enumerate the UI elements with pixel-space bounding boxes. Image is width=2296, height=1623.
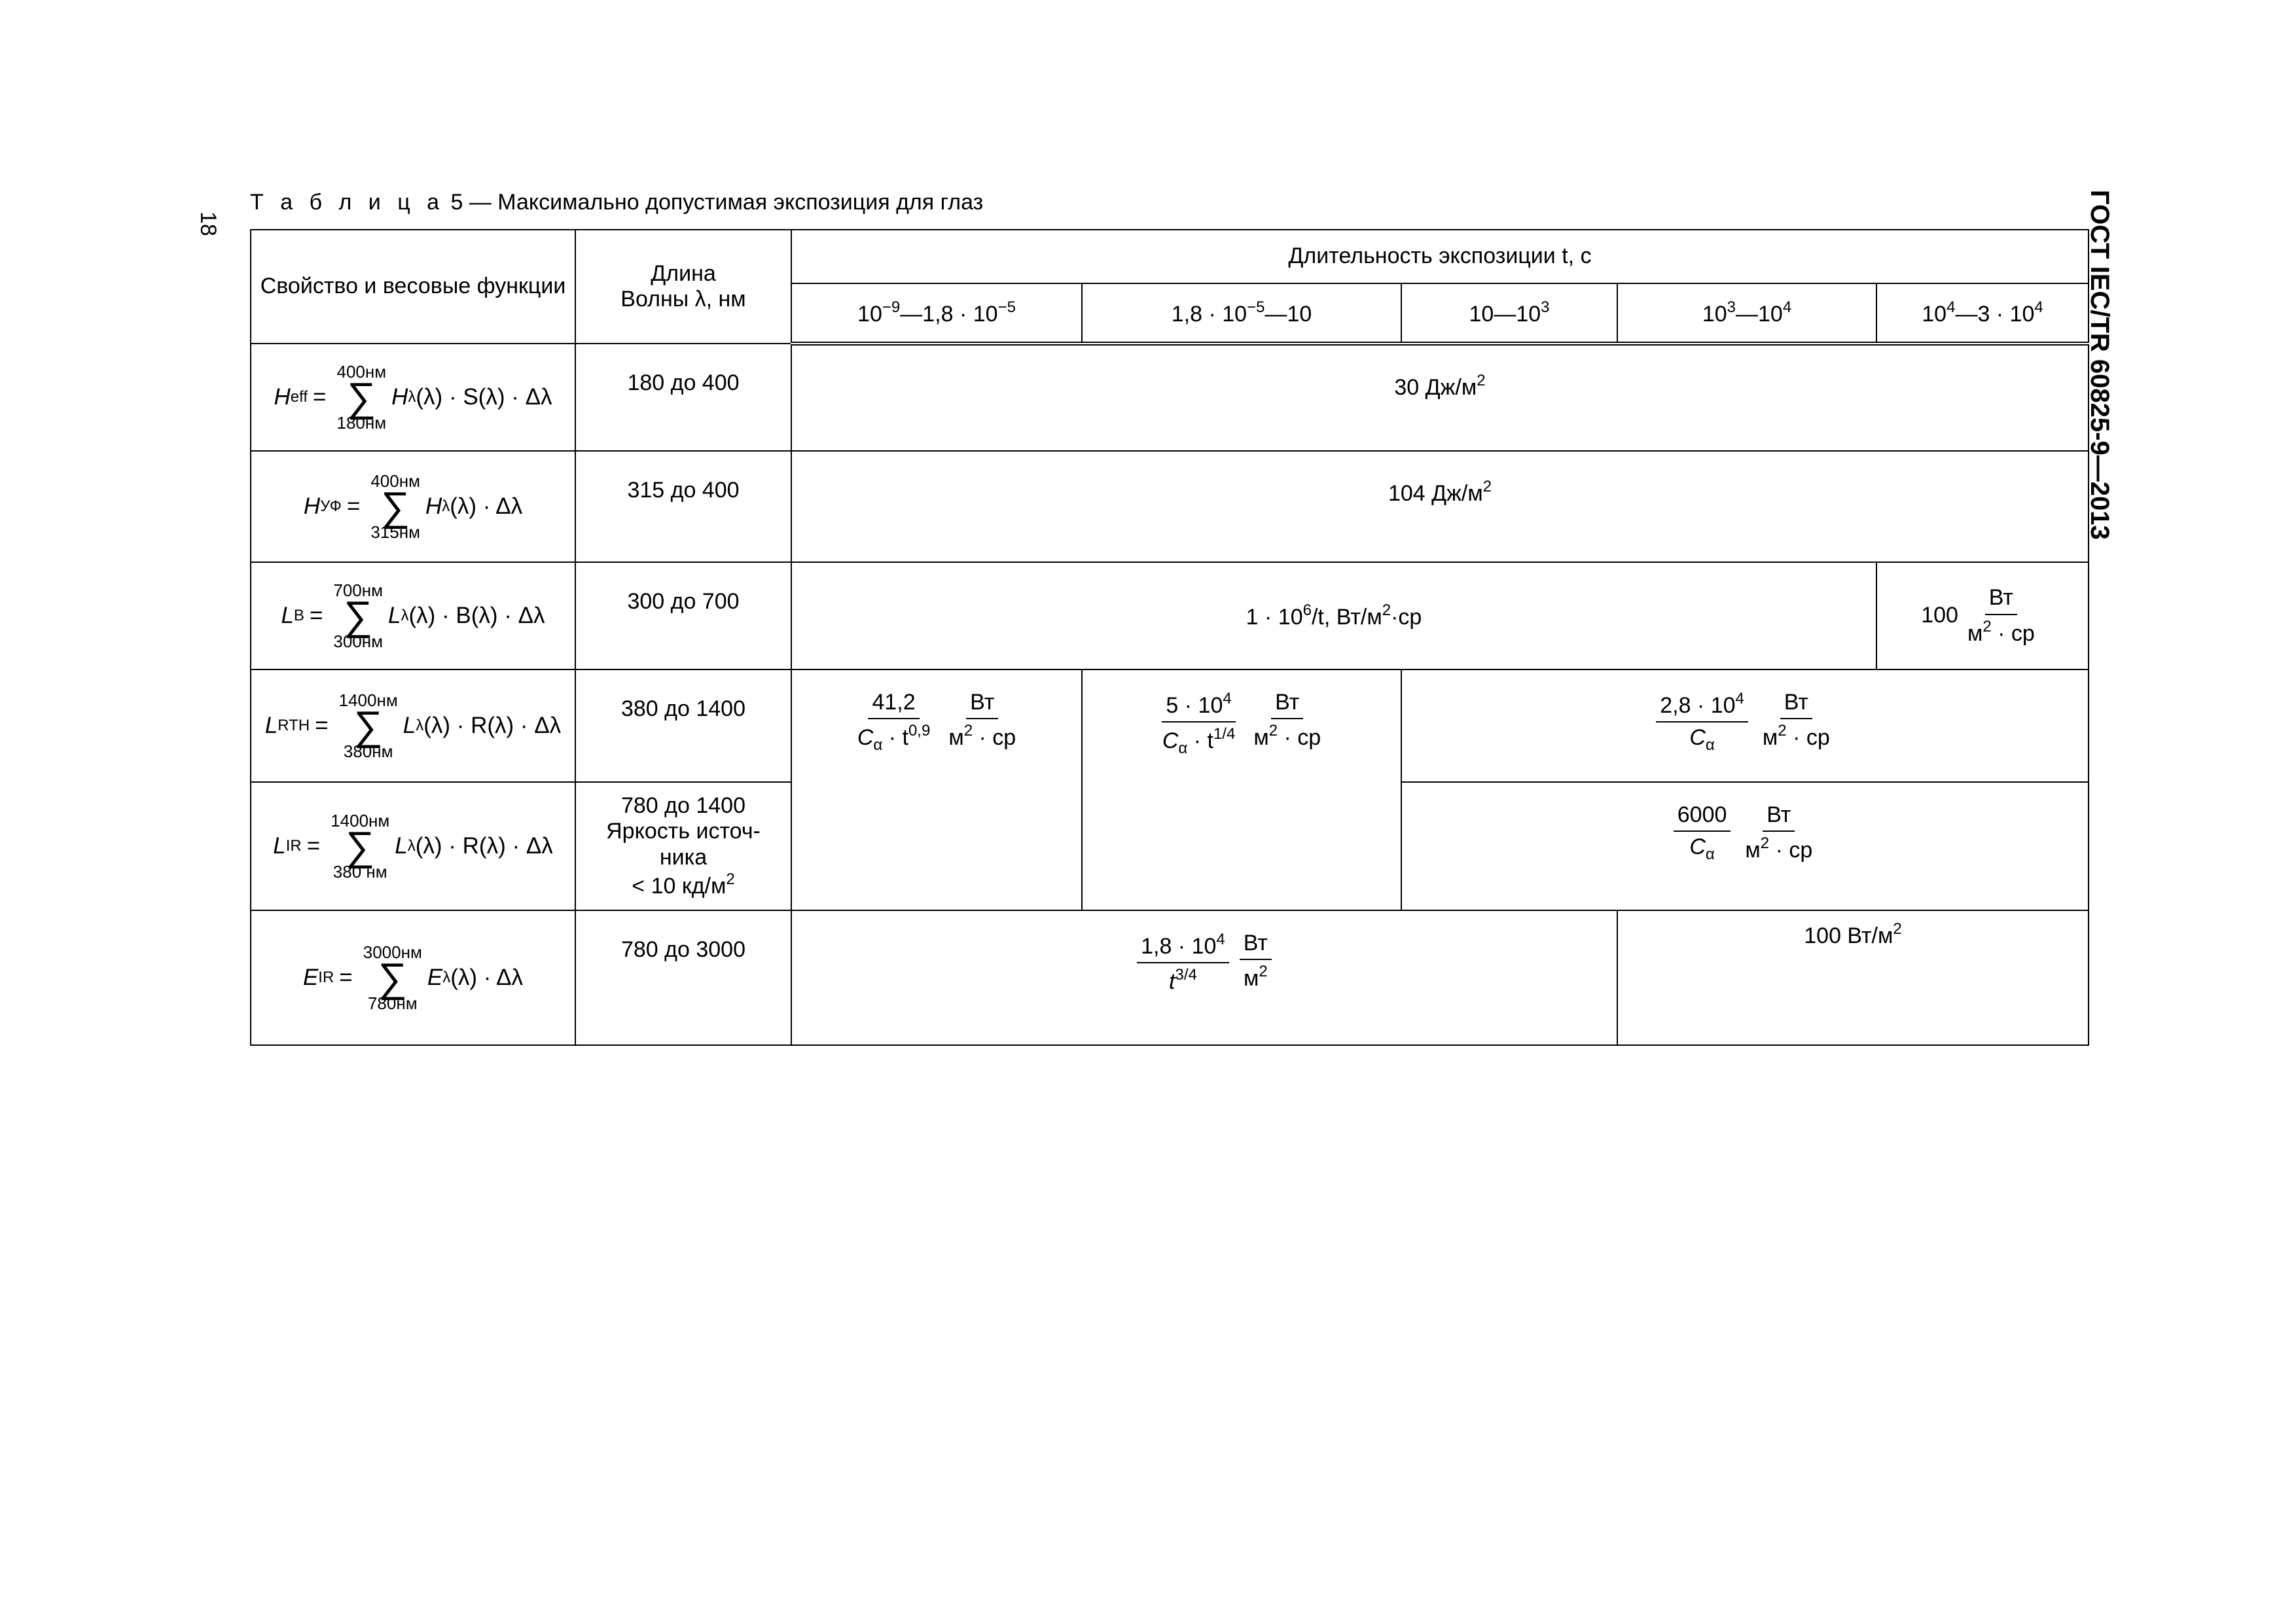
formula-huv: H УФ = 400нм ∑ 315нм H λ (λ) · Δλ [251,451,575,562]
wavelength-cell: 780 до 3000 [575,910,791,1045]
wavelength-cell: 380 до 1400 [575,669,791,782]
mpe-value: $\frac{5 \cdot 10^4}{C_\alpha \cdot t^{1/4}}$ $\frac{Вт}{м^2 \cdot ср}$ [1082,669,1401,910]
table-row [251,451,2089,562]
mpe-value: 104 $Дж/м^2$ [791,451,2089,562]
caption-text: 5 — Максимально допустимая экспозиция для глаз [450,190,984,215]
mpe-value: $\frac{1,8 \cdot 10^4}{t^{3/4}}$ $\frac{Вт}{м^2}$ [791,910,1617,1045]
header-interval-1: $10^{-9}—1,8 \cdot 10^{-5}$ [791,283,1082,344]
table-caption [250,190,983,215]
document-code: ГОСТ IEC/TR 60825-9—2013 [2085,190,2114,540]
table-row [251,669,2089,782]
formula-heff: H eff = 400нм ∑ 180нм H λ (λ) · S(λ) · Δλ [251,344,575,451]
header-interval-5: $10^4—3 \cdot 10^4$ [1876,283,2089,344]
mpe-value: 30 $Дж/м^2$ [791,344,2089,451]
header-wavelength: Длина Волны λ, нм [575,230,791,344]
formula-lb: L B = 700нм ∑ 300нм L λ (λ) · B(λ) · Δλ [251,562,575,669]
mpe-value: $\frac{41,2}{C_\alpha \cdot t^{0,9}}$ $\frac{Вт}{м^2 \cdot ср}$ [791,669,1082,910]
header-duration: Длительность экспозиции t, с [791,230,2089,283]
header-property: Свойство и весовые функции [251,230,575,344]
mpe-table [250,229,2089,1046]
table-row [251,344,2089,451]
header-interval-3: $10—10^3$ [1401,283,1617,344]
caption-prefix: Т а б л и ц а [250,190,445,215]
wavelength-cell: 315 до 400 [575,451,791,562]
mpe-value: $\frac{2,8 \cdot 10^4}{C_\alpha}$ $\frac{Вт}{м^2 \cdot ср}$ [1401,669,2089,782]
table-row [251,910,2089,1045]
mpe-value: 100 $\frac{Вт}{м^2 \cdot ср}$ [1876,562,2089,669]
mpe-value: $\frac{6000}{C_\alpha}$ $\frac{Вт}{м^2 \cdot ср}$ [1401,782,2089,910]
wavelength-cell: 300 до 700 [575,562,791,669]
wavelength-cell: 180 до 400 [575,344,791,451]
wavelength-cell: 780 до 1400 Яркость источ- ника < 10 $кд/м^2$ [575,782,791,910]
header-interval-2: $1,8 \cdot 10^{-5}—10$ [1082,283,1401,344]
table-row [251,562,2089,669]
formula-lrth: L RTH = 1400нм ∑ 380нм L λ (λ) · R(λ) · Δλ [251,669,575,782]
header-interval-4: $10^3—10^4$ [1617,283,1876,344]
formula-eir: E IR = 3000нм ∑ 780нм E λ (λ) · Δλ [251,910,575,1045]
page-number: 18 [196,211,221,236]
mpe-value: 100 $Вт/м^2$ [1617,910,2089,1045]
formula-lir: L IR = 1400нм ∑ 380 нм L λ (λ) · R(λ) · Δλ [251,782,575,910]
mpe-value: $1 \cdot 10^6/t$, $Вт/м^2\cdot ср$ [791,562,1876,669]
